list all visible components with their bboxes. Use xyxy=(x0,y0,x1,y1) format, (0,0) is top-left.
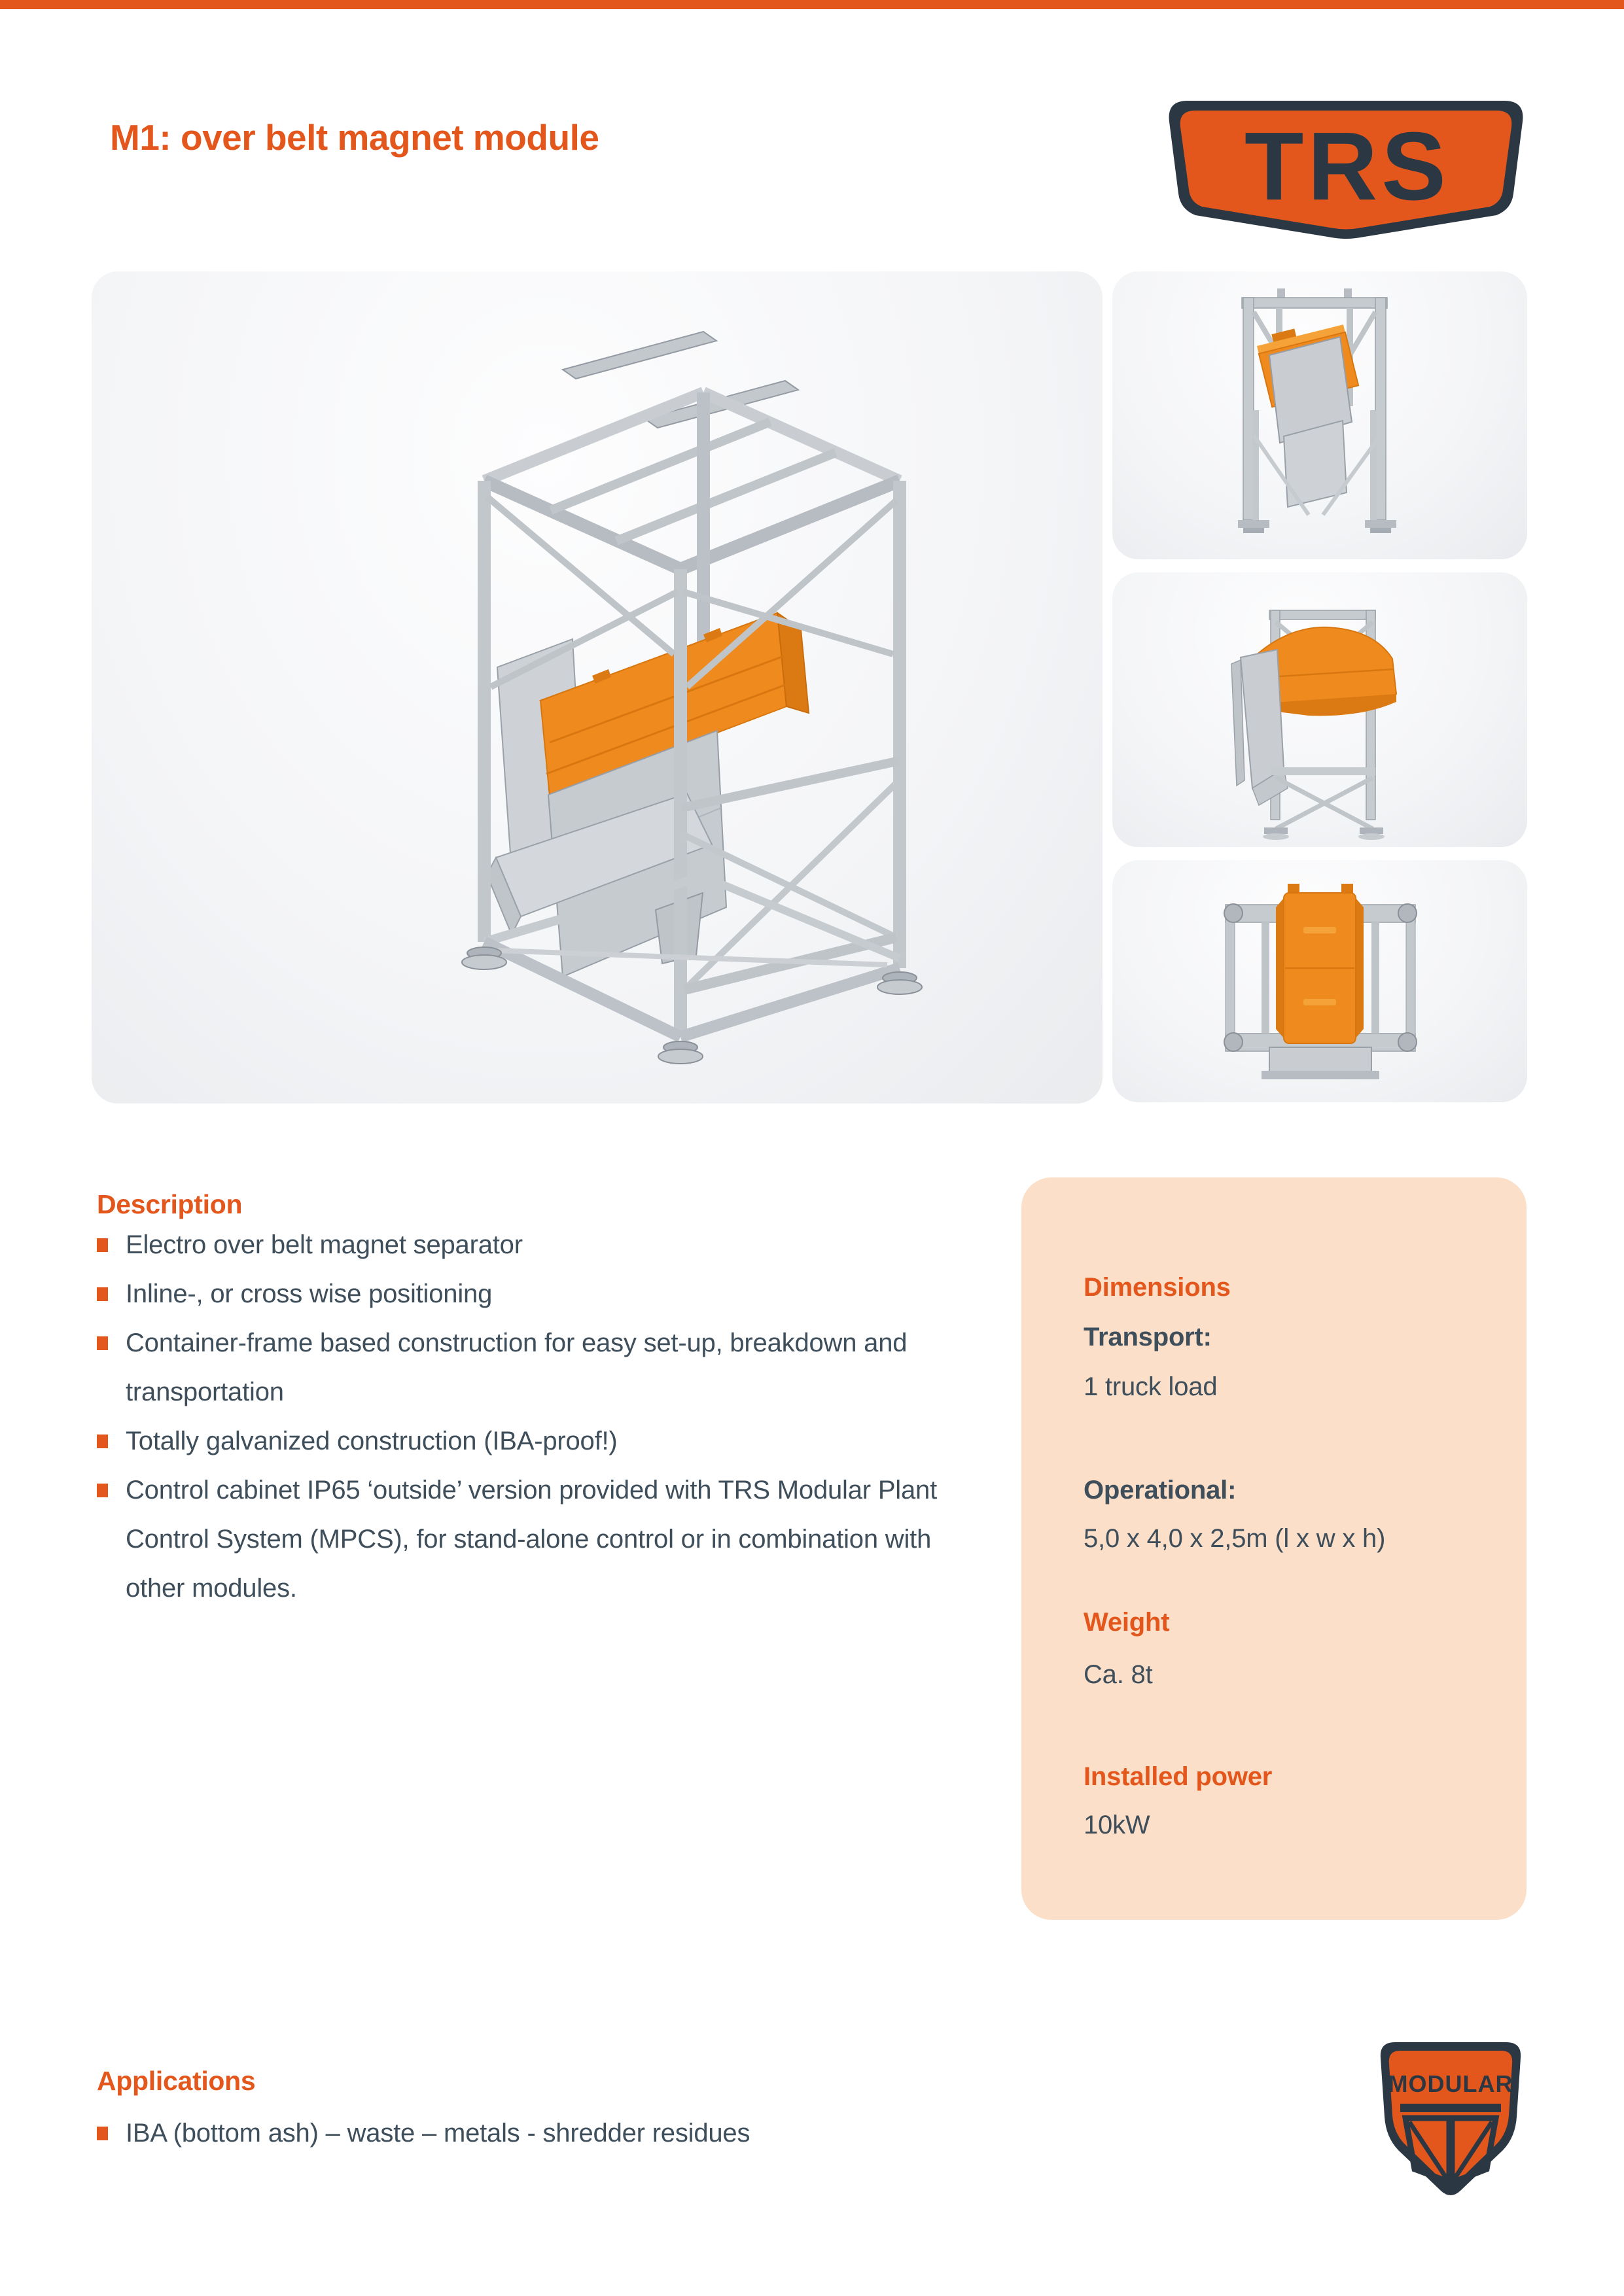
specifications-box xyxy=(1021,1177,1527,1920)
list-item xyxy=(97,1319,941,1417)
transport-label: Transport: xyxy=(1084,1323,1212,1351)
list-item xyxy=(97,1270,941,1319)
list-item-text: Control cabinet IP65 ‘outside’ version provided with TRS Modular Plant Control System (MPCS), for stand-alone control or in combination with other modules. xyxy=(126,1476,937,1603)
operational-label: Operational: xyxy=(1084,1476,1237,1505)
front-view-panel xyxy=(1112,271,1527,559)
page-title: M1: over belt magnet module xyxy=(110,117,599,158)
description-heading: Description xyxy=(97,1189,243,1219)
top-accent-bar xyxy=(0,0,1624,9)
machine-side-view-image xyxy=(1112,572,1527,847)
bullet-icon xyxy=(97,1484,108,1497)
bullet-icon xyxy=(97,1287,108,1301)
applications-heading: Applications xyxy=(97,2066,256,2096)
installed-power-heading: Installed power xyxy=(1084,1762,1273,1791)
weight-heading: Weight xyxy=(1084,1608,1170,1637)
bullet-icon xyxy=(97,1336,108,1350)
bullet-icon xyxy=(97,1435,108,1448)
list-item xyxy=(97,1417,941,1466)
svg-text:TRS: TRS xyxy=(1244,113,1450,220)
list-item-text: Totally galvanized construction (IBA-proof!) xyxy=(126,1427,618,1455)
side-view-panel xyxy=(1112,572,1527,847)
installed-power-value: 10kW xyxy=(1084,1811,1150,1839)
list-item-text: IBA (bottom ash) – waste – metals - shredder residues xyxy=(126,2119,750,2148)
bullet-icon xyxy=(97,2127,108,2140)
list-item-text: Inline-, or cross wise positioning xyxy=(126,1279,493,1308)
top-view-panel xyxy=(1112,860,1527,1102)
list-item-text: Electro over belt magnet separator xyxy=(126,1230,523,1259)
modular-badge-icon xyxy=(1374,2038,1527,2200)
list-item xyxy=(97,1466,941,1613)
list-item-text: Container-frame based construction for easy set-up, breakdown and transportation xyxy=(126,1329,908,1406)
weight-value: Ca. 8t xyxy=(1084,1660,1153,1689)
trs-logo-icon xyxy=(1163,97,1529,245)
main-image-panel xyxy=(92,271,1103,1104)
machine-isometric-image xyxy=(347,285,949,1102)
machine-top-view-image xyxy=(1112,860,1527,1102)
list-item xyxy=(97,1221,941,1270)
machine-front-view-image xyxy=(1112,271,1527,559)
bullet-icon xyxy=(97,1238,108,1252)
svg-text:MODULAR: MODULAR xyxy=(1388,2070,1513,2097)
list-item xyxy=(97,2109,1078,2158)
applications-list xyxy=(97,2109,1078,2158)
description-list xyxy=(97,1221,941,1613)
transport-value: 1 truck load xyxy=(1084,1372,1218,1401)
operational-value: 5,0 x 4,0 x 2,5m (l x w x h) xyxy=(1084,1524,1386,1553)
dimensions-heading: Dimensions xyxy=(1084,1273,1231,1302)
